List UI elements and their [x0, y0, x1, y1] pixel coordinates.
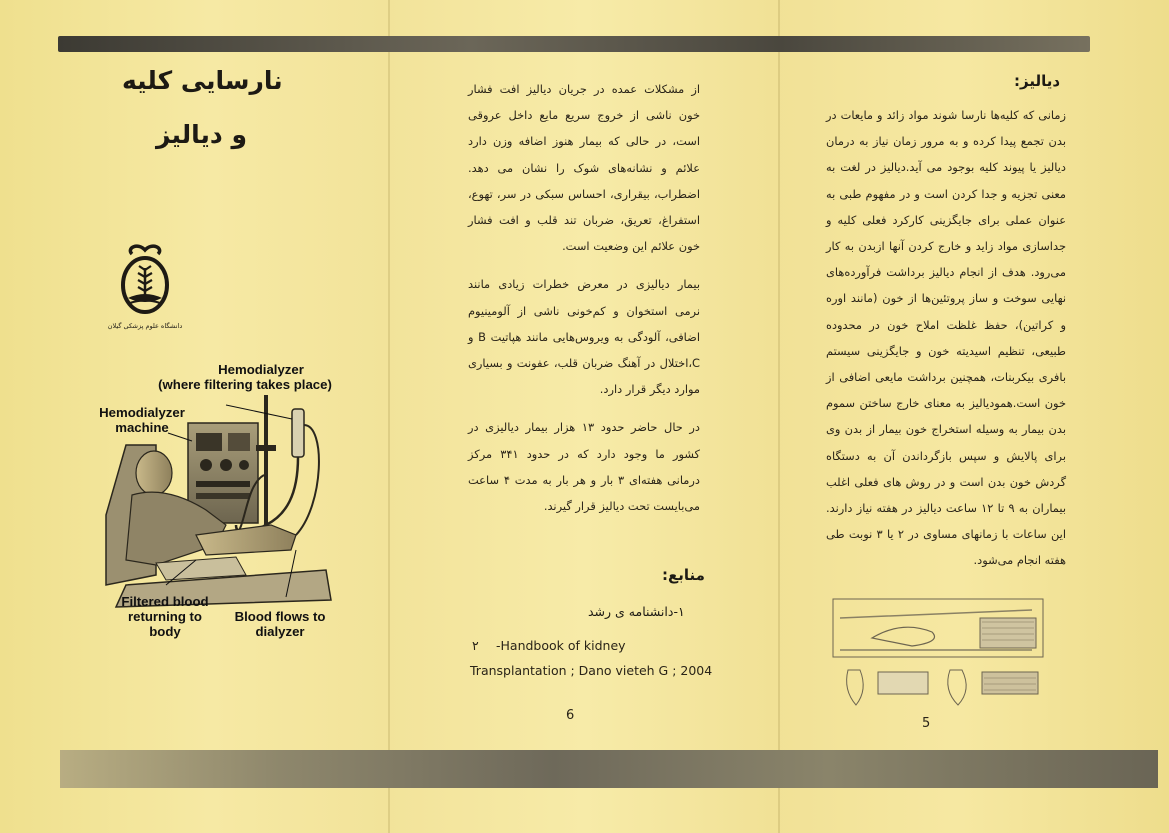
middle-paragraph-2: بیمار دیالیزی در معرض خطرات زیادی مانند نرمی استخوان و کم‌خونی ناشی از آلومینیوم اضافی، آلودگی به ویروس‌هایی مانند هپاتیت B و C،اختلال در آهنگ ضربان قلب، عفونت و بسیاری موارد دیگر قرار دارد. [468, 277, 700, 397]
dialysis-heading: دیالیز: [1014, 72, 1061, 90]
label-machine-line2: machine [115, 420, 169, 435]
source-2-line-2: Transplantation ; Dano vieteh G ; 2004 [470, 663, 713, 678]
top-decorative-bar [58, 36, 1090, 52]
middle-paragraph-1: از مشکلات عمده در جریان دیالیز افت فشار خون ناشی از خروج سریع مایع داخل عروقی است، در حالی که بیمار هنوز اضافه وزن دارد علائم و نشانه‌های شوک را نشان می دهد. اضطراب، بیقراری، احساس سبکی در سر، تهوع، استفراغ، تعریق، ضربان تند قلب و افت فشار خون علائم این وضعیت است. [468, 82, 700, 254]
label-where-filtering: (where filtering takes place) [158, 377, 332, 392]
source-1: ۱-دانشنامه ی رشد [588, 604, 685, 619]
page-number-5: 5 [922, 716, 931, 731]
sources-heading: منابع: [662, 566, 705, 584]
title-line-2: و دیالیز [156, 120, 247, 149]
hemodialysis-schematic [832, 598, 1044, 658]
label-hemodialyzer: Hemodialyzer [218, 362, 304, 377]
fold-line-right [778, 0, 780, 833]
peritoneal-dialysis-schematic [838, 660, 1044, 710]
logo-caption: دانشگاه علوم پزشکی گیلان [107, 322, 183, 330]
page-number-6: 6 [566, 708, 575, 723]
right-paragraph: زمانی که کلیه‌ها نارسا شوند مواد زائد و مایعات در بدن تجمع پیدا کرده و به مرور زمان نیاز به درمان دیالیز یا پیوند کلیه بوجود می آید.دیالیز در لغت به معنی تجزیه و جدا کردن است و در مفهوم طبی به عنوان عملی برای جایگزینی کارکرد فعلی کلیه و جداسازی مواد زاید و خارج کردن آنها ازبدن به کار می‌رود. هدف از انجام دیالیز برداشت فرآورده‌های نهایی سوخت و ساز پروتئین‌ها از خون (مانند اوره و کراتین)، حفظ غلظت املاح خون در محدوده طبیعی، تنظیم اسیدیته خون و جایگزینی سیستم بافری بیکربنات، همچنین برداشت مایعی اضافی از خون است.همودیالیز به معنای خارج ساختن سموم بدن بیمار به وسیله استخراج خون بیمار از بدن وی برای پالایش و سپس بازگرداندن آن به دستگاه گردش خون بدن است و در روش های فعلی اغلب بیماران به ۹ تا ۱۲ ساعت دیالیز در هفته نیاز دارند. این ساعات با زمانهای مساوی در ۲ یا ۳ نوبت طی هفته انجام می‌شود. [826, 108, 1067, 568]
right-body [826, 102, 1066, 586]
label-filtered-line3: body [149, 624, 181, 639]
source-2-number: ۲ [472, 638, 479, 653]
title-line-1: نارسایی کلیه [122, 66, 283, 95]
label-filtered-line2: returning to [128, 609, 202, 624]
middle-paragraph-3: در حال حاضر حدود ۱۳ هزار بیمار دیالیزی در کشور ما وجود دارد که در حدود ۳۴۱ مرکز درمانی هفته‌ای ۳ بار و هر بار به مدت ۴ ساعت می‌بایست تحت دیالیز قرار گیرند. [468, 420, 700, 514]
fold-line-left [388, 0, 390, 833]
label-machine-line1: Hemodialyzer [99, 405, 185, 420]
middle-body [468, 76, 700, 531]
label-filtered-line1: Filtered blood [121, 594, 209, 609]
label-blood-flows-line2: dialyzer [255, 624, 305, 639]
label-blood-flows-line1: Blood flows to [234, 609, 326, 624]
source-2-line-1: -Handbook of kidney [496, 638, 626, 653]
bottom-decorative-bar [60, 750, 1158, 788]
